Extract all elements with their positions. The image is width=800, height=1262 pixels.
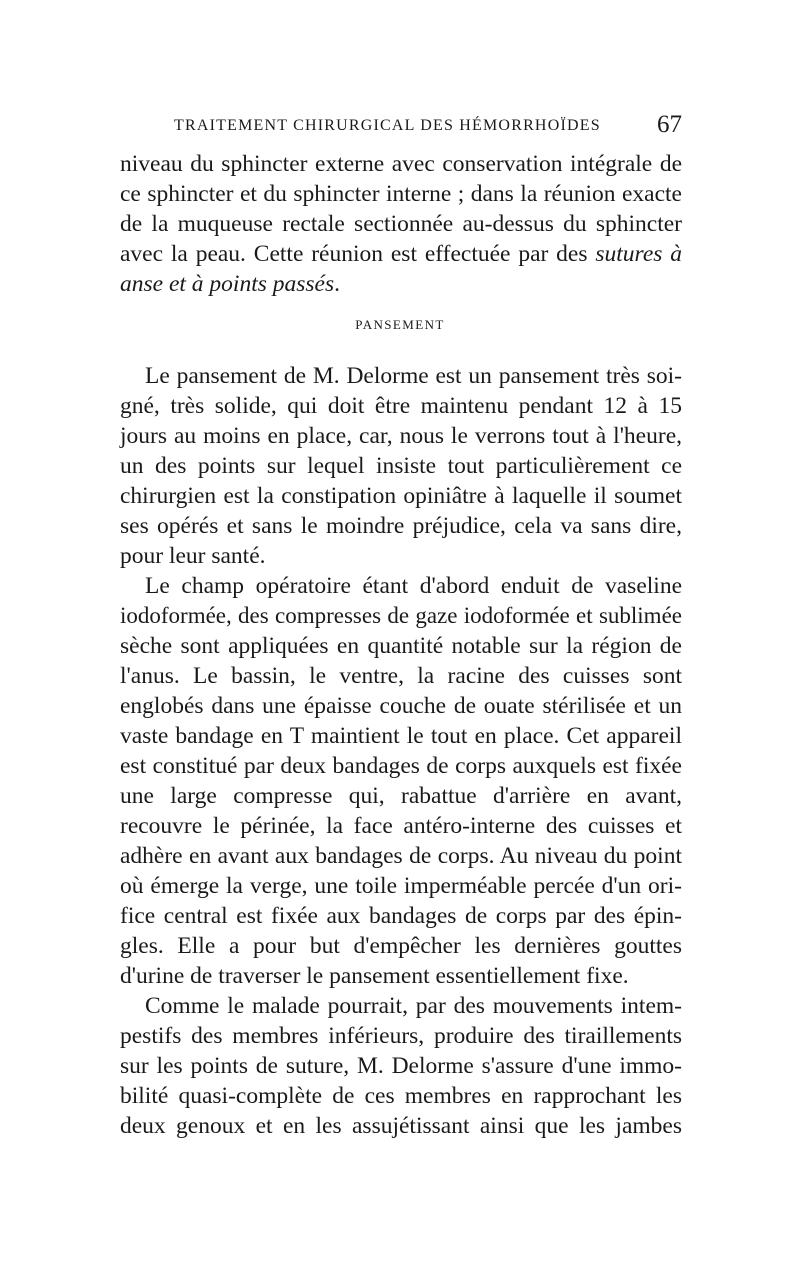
running-header [120,113,682,143]
text-line [120,239,682,269]
text-line: une large compresse qui, rabattue d'arrière en avant, [120,783,682,809]
text-line: bilité quasi-complète de ces membres en rapprochant les [120,1083,682,1109]
text-line: ses opérés et sans le moindre préjudice, cela va sans dire, [120,513,682,539]
page-number: 67 [657,111,682,138]
text-line: niveau du sphincter externe avec conservation intégrale de [120,151,682,177]
text-line: Le pansement de M. Delorme est un pansement très soi- [145,363,682,389]
text-segment: avec la peau. Cette réunion est effectuée par des [120,241,588,267]
text-line: est constitué par deux bandages de corps auxquels est fixée [120,753,682,779]
text-line: Le champ opératoire étant d'abord enduit de vaseline [145,573,682,599]
text-line: un des points sur lequel insiste tout particulièrement ce [120,453,682,479]
text-line: recouvre le périnée, la face antéro-interne des cuisses et [120,813,682,839]
running-header-title: TRAITEMENT CHIRURGICAL DES HÉMORRHOÏDES [174,117,601,134]
text-line: pestifs des membres inférieurs, produire des tiraillements [120,1023,682,1049]
text-line [120,269,682,299]
text-segment: . [334,271,340,297]
text-line: l'anus. Le bassin, le ventre, la racine des cuisses sont [120,663,682,689]
italic-text: sutures à [595,241,682,267]
text-line: ce sphincter et du sphincter interne ; dans la réunion exacte [120,181,682,207]
text-line: deux genoux et en les assujétissant ainsi que les jambes [120,1113,682,1139]
text-line: iodoformée, des compresses de gaze iodoformée et sublimée [120,603,682,628]
text-line: sèche sont appliquées en quantité notable sur la région de [120,633,682,659]
text-line: gles. Elle a pour but d'empêcher les dernières gouttes [120,933,682,959]
text-line: vaste bandage en T maintient le tout en place. Cet appareil [120,723,682,749]
text-line: d'urine de traverser le pansement essentiellement fixe. [120,963,629,989]
text-line: Comme le malade pourrait, par des mouvements intem- [145,993,682,1019]
text-line: gné, très solide, qui doit être maintenu pendant 12 à 15 [120,393,682,419]
text-line: sur les points de suture, M. Delorme s'assure d'une immo- [120,1053,682,1079]
text-line: de la muqueuse rectale sectionnée au-dessus du sphincter [120,211,682,237]
text-line: jours au moins en place, car, nous le verrons tout à l'heure, [120,423,682,449]
text-line: adhère en avant aux bandages de corps. Au niveau du point [120,843,682,869]
text-line: englobés dans une épaisse couche de ouate stérilisée et un [120,693,682,719]
text-line: où émerge la verge, une toile imperméable percée d'un ori- [120,873,682,899]
text-line: pour leur santé. [120,543,266,569]
text-line: fice central est fixée aux bandages de corps par des épin- [120,903,682,929]
section-heading: PANSEMENT [355,317,445,332]
text-line: chirurgien est la constipation opiniâtre à laquelle il soumet [120,483,682,509]
italic-text: anse et à points passés [120,271,335,297]
